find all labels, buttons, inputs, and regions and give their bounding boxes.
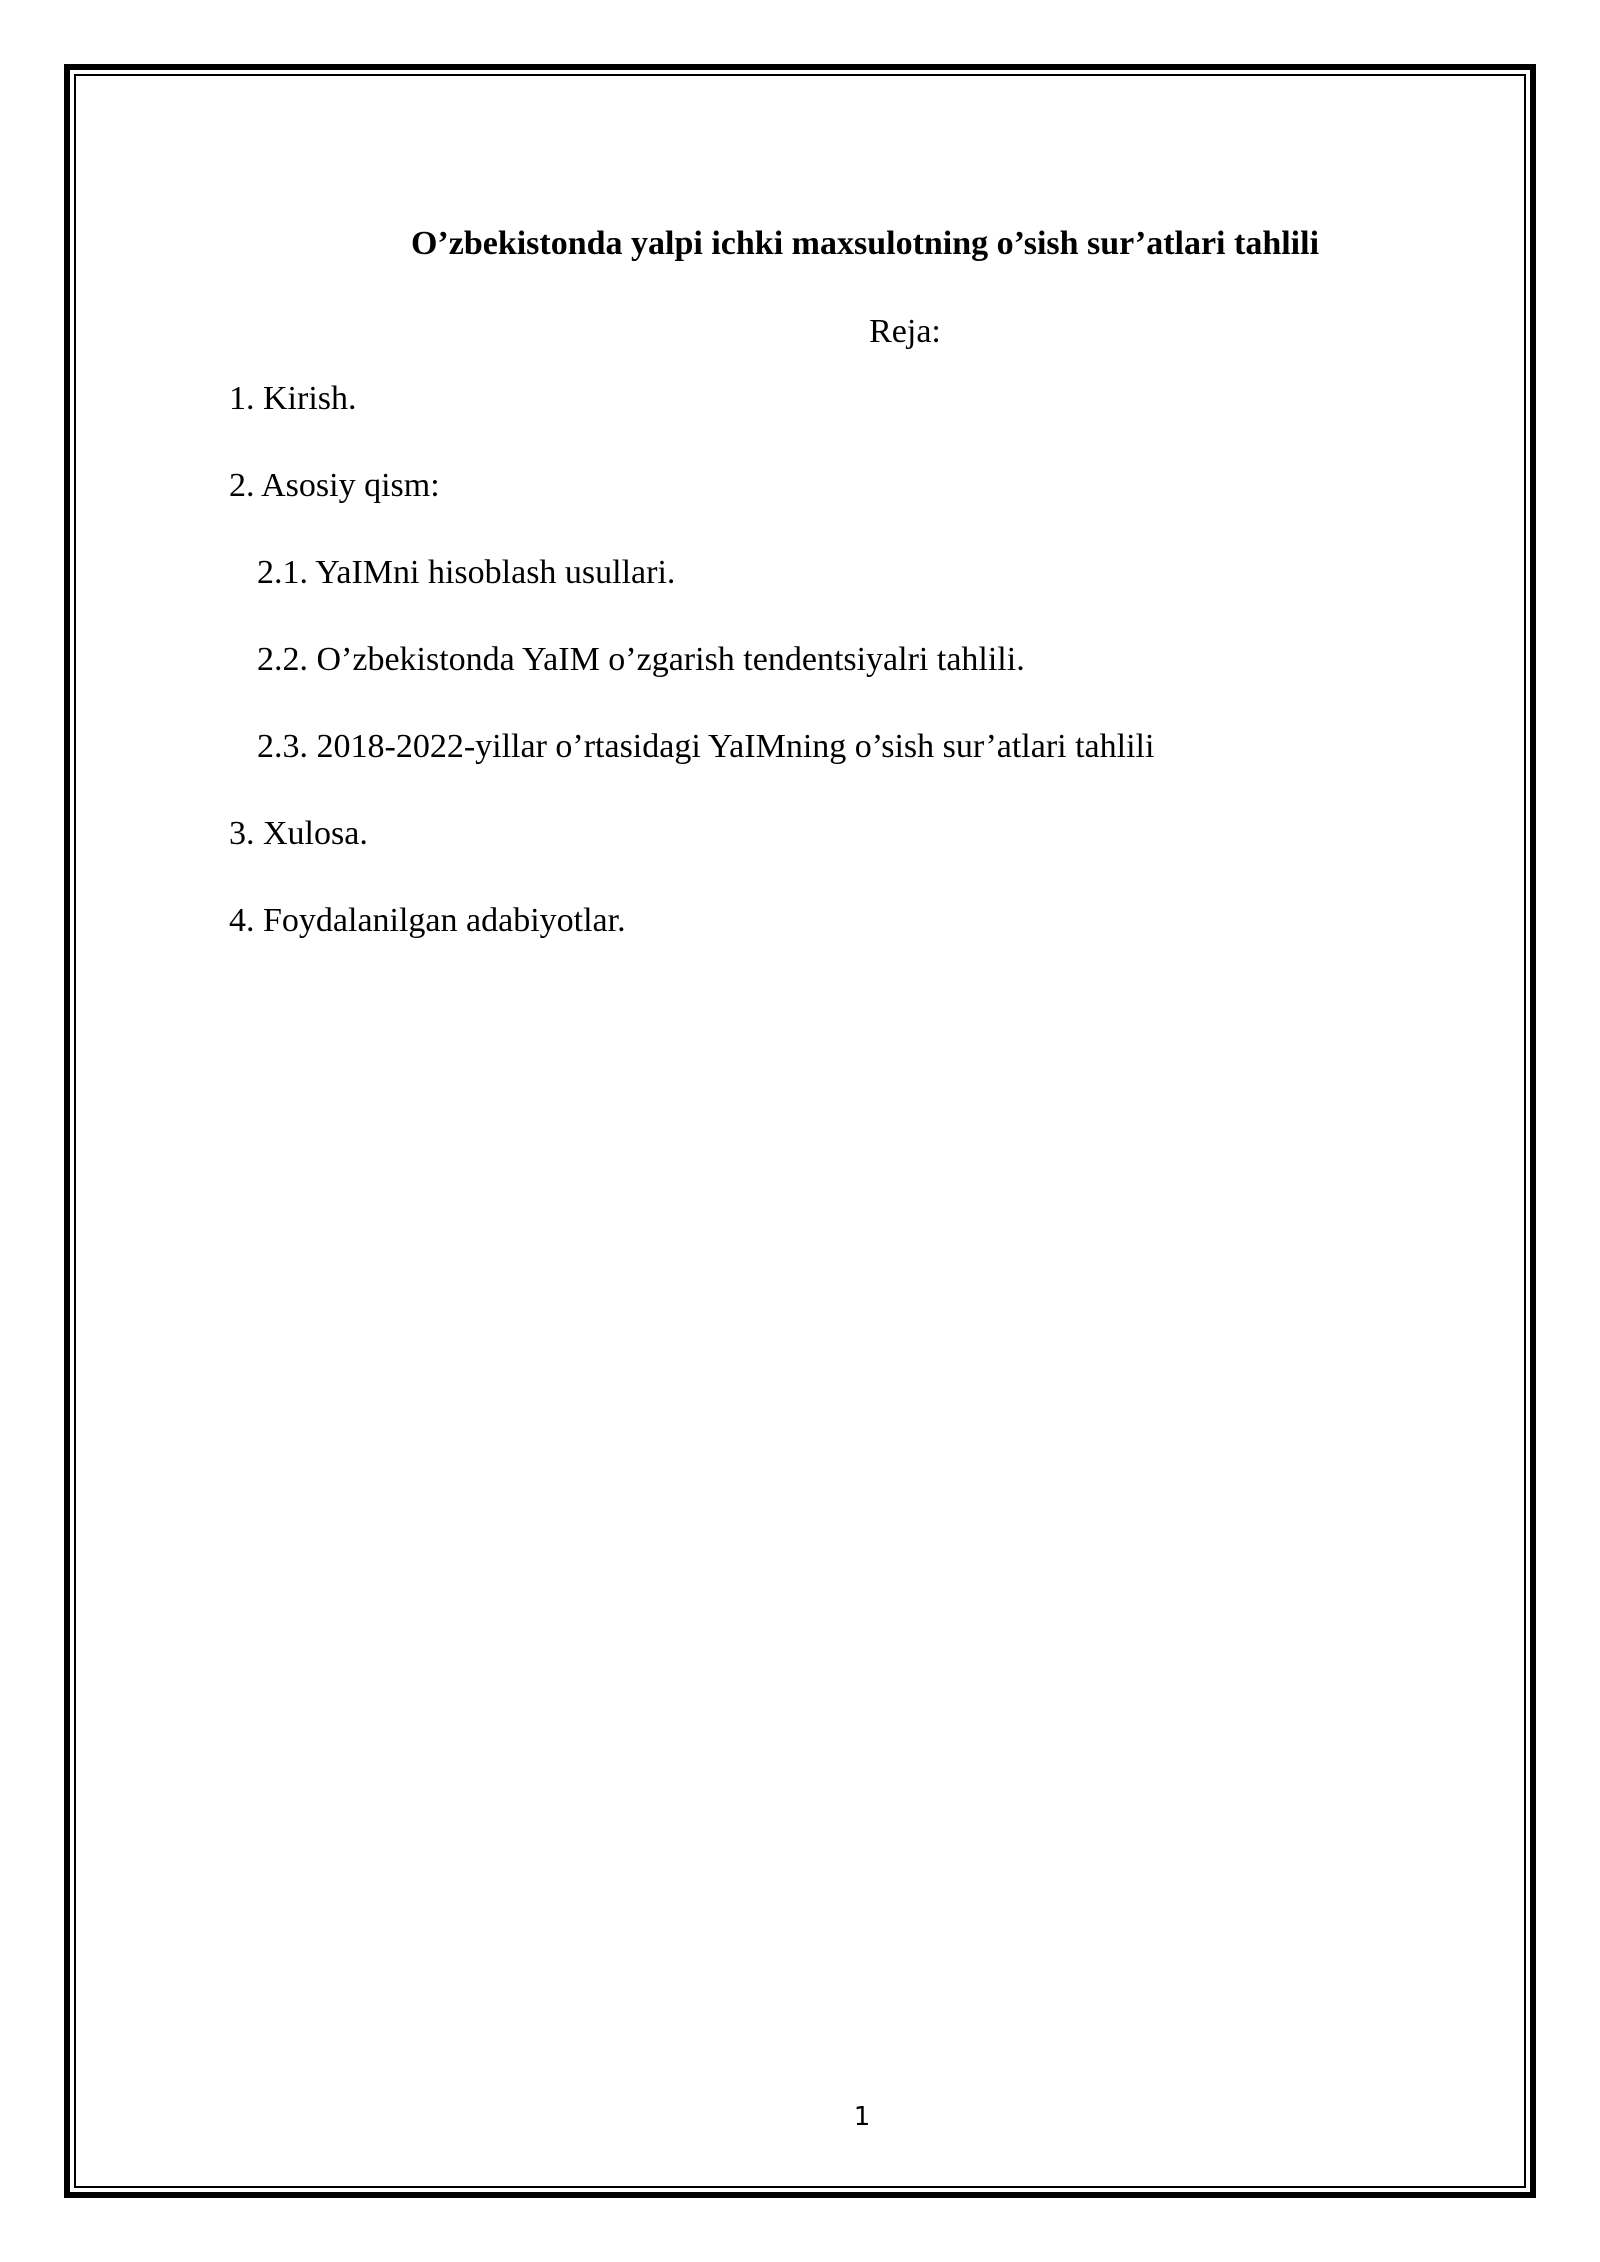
plan-item-references: 4. Foydalanilgan adabiyotlar. <box>229 902 626 939</box>
plan-item-2-3: 2.3. 2018-2022-yillar o’rtasidagi YaIMning o’sish sur’atlari tahlili <box>257 728 1155 765</box>
plan-item-conclusion: 3. Xulosa. <box>229 815 368 852</box>
document-title: O’zbekistonda yalpi ichki maxsulotning o’sish sur’atlari tahlili <box>410 225 1320 262</box>
plan-item-2-1: 2.1. YaIMni hisoblash usullari. <box>257 554 676 591</box>
plan-heading: Reja: <box>869 313 941 350</box>
plan-item-introduction: 1. Kirish. <box>229 380 357 417</box>
plan-item-2-2: 2.2. O’zbekistonda YaIM o’zgarish tendentsiyalri tahlili. <box>257 641 1025 678</box>
page-number: 1 <box>853 2102 871 2132</box>
plan-item-main-part: 2. Asosiy qism: <box>229 467 440 504</box>
